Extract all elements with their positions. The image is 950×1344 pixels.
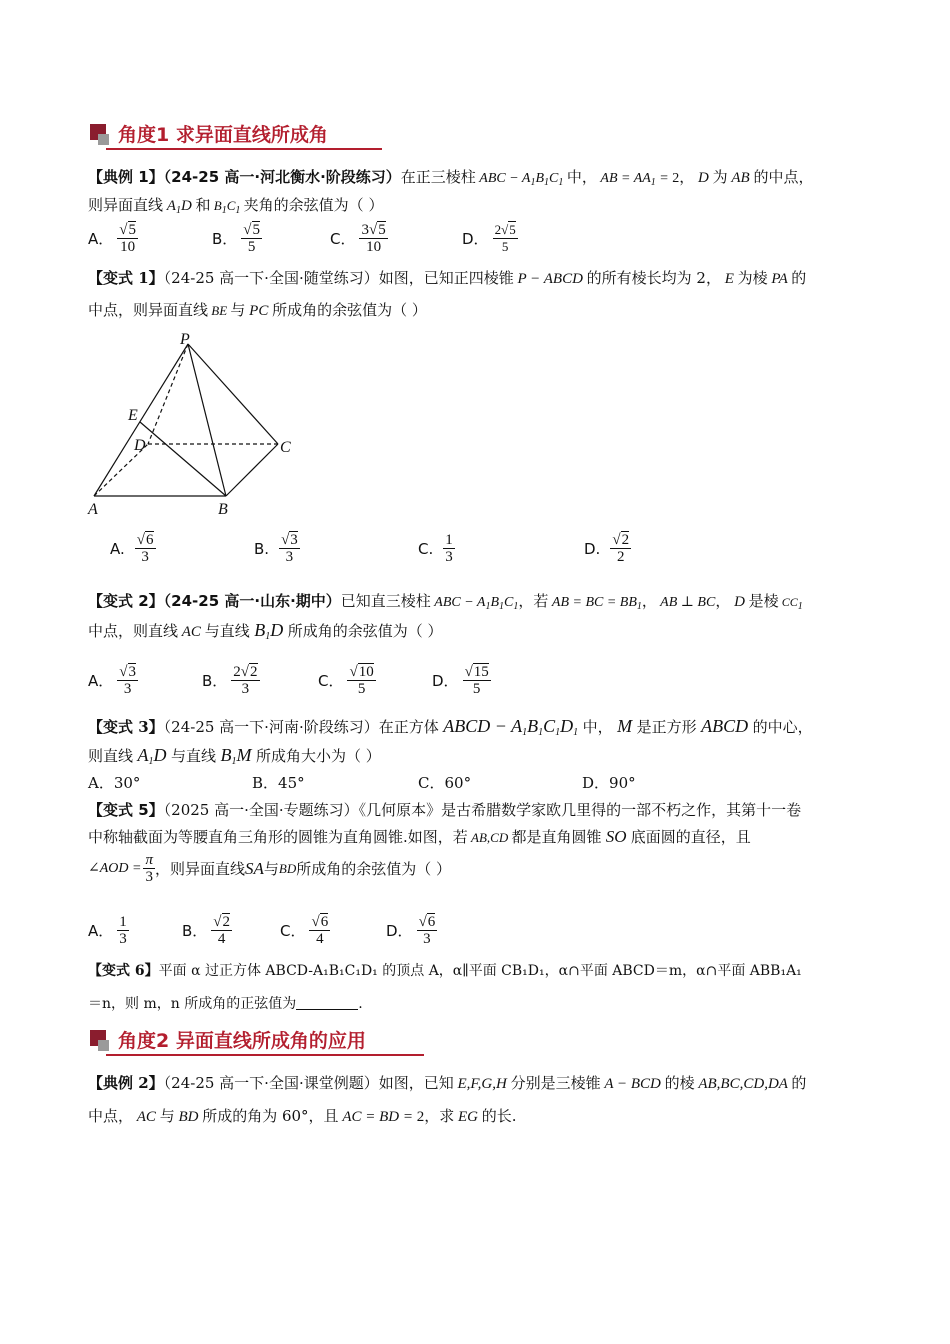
section-title: 角度2 异面直线所成角的应用 <box>118 1030 366 1052</box>
problem-ex1-line1: 【典例 1】（24-25 高一·河北衡水·阶段练习）在正三棱柱 ABC − $A_1B_1C_1$ 中， AB = $AA_1 = 2$， D 为 AB 的中点， <box>88 168 814 188</box>
heading-square-icon <box>98 1040 109 1051</box>
problem-label: 【变式 1】 <box>88 269 164 287</box>
vertex-label-b: B <box>218 501 228 518</box>
option-d[interactable]: D． $\frac{√6}{3}$ <box>386 914 436 947</box>
problem-v6-line2: ＝n，则 m，n 所成角的正弦值为 . <box>88 996 363 1012</box>
problem-v5-line1: 【变式 5】（2025 高一·全国·专题练习）《几何原本》是古希腊数学家欧几里得的一部不朽之作，其第十一卷 <box>88 801 802 819</box>
option-b[interactable]: B. $\frac{√3}{3}$ <box>254 532 298 565</box>
answer-blank[interactable] <box>296 995 358 1010</box>
heading-underline <box>106 148 382 150</box>
problem-ex1-line2: 则异面直线 $A_1D$ 和 $B_1C_1$ 夹角的余弦值为（ ） <box>88 196 384 216</box>
problem-source: （24-25 高一下·全国·课堂例题） <box>163 1074 379 1092</box>
option-c[interactable]: C. $\frac{1}{3}$ <box>418 532 453 565</box>
problem-v2-line1: 【变式 2】（24-25 高一·山东·期中）已知直三棱柱 ABC − $A_1B_1C_1$，若 AB = BC = $BB_1$， AB ⊥ BC， D 是棱 $CC_1$ <box>88 592 803 612</box>
problem-v2-line2: 中点，则直线 AC 与直线 $B_1D$ 所成角的余弦值为（ ） <box>88 620 443 642</box>
edge-pd <box>148 344 188 444</box>
option-c[interactable]: C． $\frac{√6}{4}$ <box>280 914 329 947</box>
vertex-label-e: E <box>128 407 138 424</box>
option-b[interactable]: B． $\frac{√5}{5}$ <box>212 222 261 255</box>
option-c[interactable]: C． $\frac{3√5}{10}$ <box>330 222 386 255</box>
edge-pb <box>188 344 226 496</box>
pyramid-figure <box>84 328 304 522</box>
option-d[interactable]: D． 90° <box>582 773 636 792</box>
problem-label: 【典例 1】 <box>88 168 164 186</box>
problem-v6-line1: 【变式 6】平面 α 过正方体 ABCD-A₁B₁C₁D₁ 的顶点 A，α∥平面 CB₁D₁，α∩平面 ABCD＝m，α∩平面 ABB₁A₁ <box>88 963 802 979</box>
option-b[interactable]: B． $\frac{√2}{4}$ <box>182 914 231 947</box>
heading-underline <box>106 1054 424 1056</box>
problem-v1-line1: 【变式 1】（24-25 高一下·全国·随堂练习）如图，已知正四棱锥 P − ABCD 的所有棱长均为 2， E 为棱 PA 的 <box>88 269 807 287</box>
problem-v3-line2: 则直线 $A_1D$ 与直线 $B_1M$ 所成角大小为（ ） <box>88 745 381 767</box>
edge-pc <box>188 344 278 444</box>
problem-v3-line1: 【变式 3】（24-25 高一下·河南·阶段练习）在正方体 ABCD − $A_1B_1C_1D_1$ 中， M 是正方形 ABCD 的中心， <box>88 716 813 738</box>
section-title: 角度1 求异面直线所成角 <box>118 124 328 146</box>
option-a[interactable]: A． 30° <box>88 773 141 792</box>
option-d[interactable]: D． $\frac{2√5}{5}$ <box>462 222 516 254</box>
vertex-label-d: D <box>134 437 146 454</box>
problem-v1-line2: 中点，则异面直线 BE 与 PC 所成角的余弦值为（ ） <box>88 301 427 319</box>
option-b[interactable]: B． 45° <box>252 773 305 792</box>
problem-label: 【典例 2】 <box>88 1074 164 1092</box>
problem-label: 【变式 5】 <box>88 801 164 819</box>
problem-ex2-line1: 【典例 2】（24-25 高一下·全国·课堂例题）如图，已知 E,F,G,H 分别是三棱锥 A − BCD 的棱 AB,BC,CD,DA 的 <box>88 1074 807 1092</box>
option-c[interactable]: C． 60° <box>418 773 472 792</box>
vertex-label-c: C <box>280 439 291 456</box>
option-a[interactable]: A． $\frac{1}{3}$ <box>88 914 127 947</box>
option-a[interactable]: A． $\frac{√3}{3}$ <box>88 664 136 697</box>
option-a[interactable]: A． $\frac{√5}{10}$ <box>88 222 136 255</box>
option-c[interactable]: C． $\frac{√10}{5}$ <box>318 664 374 697</box>
segment-be <box>140 422 226 496</box>
vertex-label-a: A <box>88 501 98 518</box>
option-d[interactable]: D. $\frac{√2}{2}$ <box>584 532 630 565</box>
problem-source: （24-25 高一·河北衡水·阶段练习） <box>163 168 401 186</box>
vertex-label-p: P <box>180 331 190 348</box>
option-b[interactable]: B． $\frac{2√2}{3}$ <box>202 664 258 697</box>
problem-source: （24-25 高一·山东·期中） <box>163 592 341 610</box>
problem-source: （24-25 高一下·河南·阶段练习） <box>163 718 379 736</box>
option-d[interactable]: D． $\frac{√15}{5}$ <box>432 664 489 697</box>
heading-square-icon <box>98 134 109 145</box>
problem-v5-line3: ∠AOD = $\frac{\pi}{3}$ ，则异面直线 SA 与 BD 所成角的余弦值为（ ） <box>88 852 452 885</box>
problem-source: （24-25 高一下·全国·随堂练习） <box>163 269 379 287</box>
problem-label: 【变式 3】 <box>88 718 164 736</box>
problem-source: （2025 高一·全国·专题练习） <box>163 801 359 819</box>
edge-bc <box>226 444 278 496</box>
problem-label: 【变式 2】 <box>88 592 164 610</box>
problem-ex2-line2: 中点， AC 与 BD 所成的角为 60°，且 AC = BD = 2，求 EG 的长. <box>88 1107 517 1125</box>
problem-v5-line2: 中称轴截面为等腰直角三角形的圆锥为直角圆锥.如图，若 AB,CD 都是直角圆锥 SO 底面圆的直径，且 <box>88 827 751 846</box>
problem-label: 【变式 6】 <box>88 963 159 979</box>
edge-pa <box>94 344 188 496</box>
option-a[interactable]: A. $\frac{√6}{3}$ <box>110 532 154 565</box>
